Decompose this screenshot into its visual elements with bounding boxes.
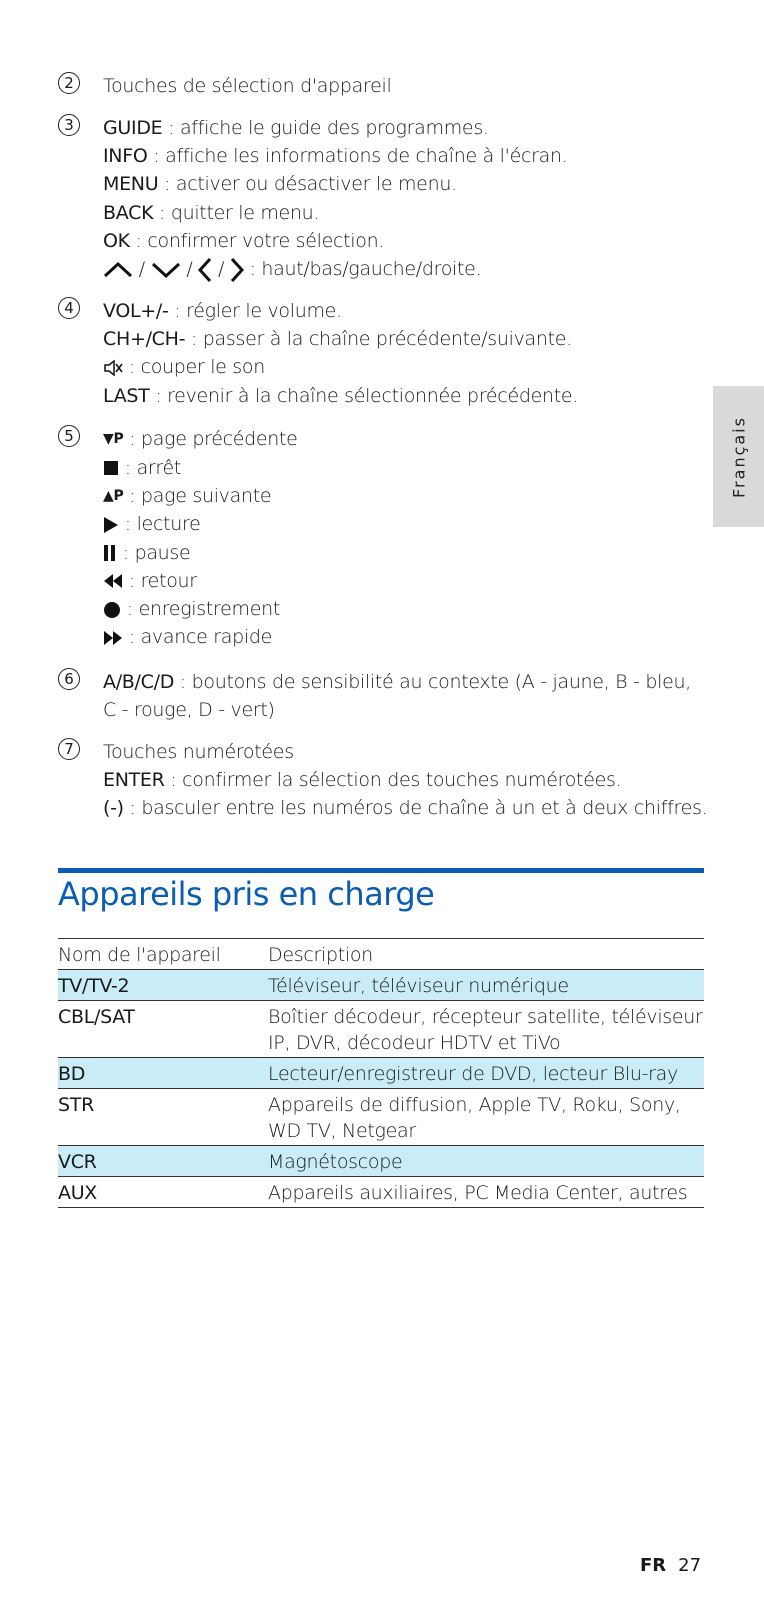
section-line: Touches de sélection d'appareil bbox=[103, 75, 392, 97]
section-line: : pause bbox=[103, 539, 698, 567]
section-heading: Appareils pris en charge bbox=[58, 875, 435, 913]
side-tab-label: Français bbox=[729, 415, 748, 498]
section-number: 3 bbox=[58, 114, 80, 136]
table-row bbox=[58, 1146, 704, 1177]
section-5 bbox=[58, 425, 698, 651]
section-line: INFO : affiche les informations de chaîne à l'écran. bbox=[103, 145, 568, 168]
section-7 bbox=[58, 738, 708, 823]
record-icon bbox=[103, 601, 121, 619]
key-label: LAST bbox=[103, 384, 150, 407]
key-label: (-) bbox=[103, 797, 124, 820]
page-up-icon: ▲P bbox=[103, 488, 124, 505]
section-line: CH+/CH- : passer à la chaîne précédente/suivante. bbox=[103, 328, 572, 351]
table-row bbox=[58, 1177, 704, 1208]
down-arrow-icon bbox=[151, 261, 181, 279]
key-label: OK bbox=[103, 229, 130, 252]
section-number: 2 bbox=[58, 72, 80, 94]
supported-devices-table bbox=[58, 938, 704, 1208]
up-arrow-icon bbox=[103, 261, 133, 279]
column-header: Description bbox=[268, 939, 704, 970]
device-name: BD bbox=[58, 1058, 268, 1089]
device-name: STR bbox=[58, 1089, 268, 1146]
device-name: TV/TV-2 bbox=[58, 970, 268, 1001]
fast-forward-icon bbox=[103, 630, 123, 646]
section-line: : arrêt bbox=[103, 454, 698, 482]
stop-icon bbox=[103, 460, 119, 476]
section-line: GUIDE : affiche le guide des programmes. bbox=[103, 117, 489, 139]
play-icon bbox=[103, 516, 119, 534]
device-name: AUX bbox=[58, 1177, 268, 1208]
page-footer bbox=[640, 1555, 701, 1576]
section-4 bbox=[58, 297, 698, 410]
section-6 bbox=[58, 668, 698, 724]
device-description: Magnétoscope bbox=[268, 1146, 704, 1177]
section-line: LAST : revenir à la chaîne sélectionnée précédente. bbox=[103, 384, 579, 407]
section-line: ▲P : page suivante bbox=[103, 482, 698, 511]
table-row bbox=[58, 1001, 704, 1058]
section-line: : retour bbox=[103, 567, 698, 595]
rewind-icon bbox=[103, 573, 123, 589]
section-number: 5 bbox=[58, 425, 80, 447]
device-description: Lecteur/enregistreur de DVD, lecteur Blu-ray bbox=[268, 1058, 704, 1089]
page-down-icon: ▼P bbox=[103, 431, 124, 448]
section-line: : lecture bbox=[103, 510, 698, 538]
section-line: : enregistrement bbox=[103, 595, 698, 623]
section-line: Touches numérotées bbox=[103, 741, 294, 763]
section-number: 6 bbox=[58, 668, 80, 690]
section-line: : avance rapide bbox=[103, 623, 698, 651]
pause-icon bbox=[103, 544, 117, 562]
key-label: ENTER bbox=[103, 769, 165, 792]
key-label: MENU bbox=[103, 173, 159, 196]
key-label: CH+/CH- bbox=[103, 328, 186, 351]
section-number: 4 bbox=[58, 297, 80, 319]
section-number: 7 bbox=[58, 738, 80, 760]
footer-language: FR bbox=[640, 1555, 667, 1576]
section-line: ENTER : confirmer la sélection des touches numérotées. bbox=[103, 769, 622, 792]
section-2 bbox=[58, 72, 698, 100]
device-description: Téléviseur, téléviseur numérique bbox=[268, 970, 704, 1001]
section-line: : couper le son bbox=[103, 353, 698, 381]
section-line: OK : confirmer votre sélection. bbox=[103, 229, 385, 252]
key-label: INFO bbox=[103, 145, 148, 168]
section-line: VOL+/- : régler le volume. bbox=[103, 300, 342, 322]
section-line: ▼P : page précédente bbox=[103, 425, 698, 454]
left-arrow-icon bbox=[198, 257, 212, 283]
device-name: CBL/SAT bbox=[58, 1001, 268, 1058]
section-line: BACK : quitter le menu. bbox=[103, 201, 320, 224]
column-header: Nom de l'appareil bbox=[58, 939, 268, 970]
section-line: / / / : haut/bas/gauche/droite. bbox=[103, 255, 698, 283]
mute-icon bbox=[103, 359, 123, 377]
key-label: VOL+/- bbox=[103, 300, 169, 322]
section-3 bbox=[58, 114, 698, 283]
section-line: (-) : basculer entre les numéros de chaîne à un et à deux chiffres. bbox=[103, 797, 708, 820]
language-side-tab bbox=[713, 386, 764, 527]
section-line: A/B/C/D : boutons de sensibilité au contexte (A - jaune, B - bleu, C - rouge, D - vert) bbox=[103, 671, 691, 722]
device-description: Appareils de diffusion, Apple TV, Roku, Sony, WD TV, Netgear bbox=[268, 1089, 704, 1146]
table-row bbox=[58, 1089, 704, 1146]
table-header-row bbox=[58, 939, 704, 970]
device-name: VCR bbox=[58, 1146, 268, 1177]
key-label: GUIDE bbox=[103, 117, 163, 139]
device-description: Boîtier décodeur, récepteur satellite, téléviseur IP, DVR, décodeur HDTV et TiVo bbox=[268, 1001, 704, 1058]
page-number: 27 bbox=[678, 1555, 702, 1576]
section-line: MENU : activer ou désactiver le menu. bbox=[103, 173, 457, 196]
key-label: A/B/C/D bbox=[103, 671, 175, 693]
right-arrow-icon bbox=[230, 257, 244, 283]
device-description: Appareils auxiliaires, PC Media Center, autres bbox=[268, 1177, 704, 1208]
heading-rule bbox=[58, 868, 704, 873]
key-label: BACK bbox=[103, 201, 154, 224]
table-row bbox=[58, 970, 704, 1001]
table-row bbox=[58, 1058, 704, 1089]
